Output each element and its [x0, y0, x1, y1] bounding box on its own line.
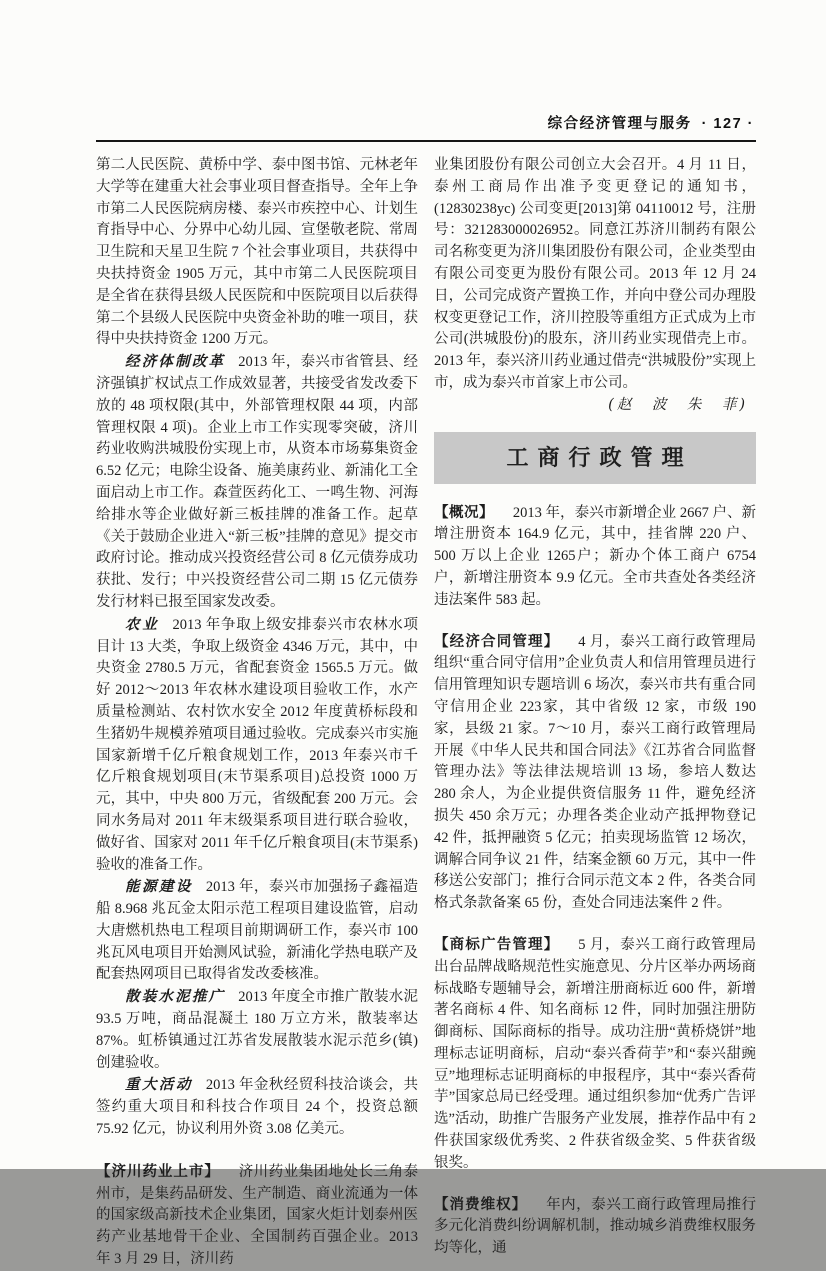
entry-heading: 【经济合同管理】	[434, 633, 560, 650]
run-in-heading: 农业	[125, 615, 160, 633]
paragraph-bulk-cement-promotion	[96, 986, 418, 1074]
left-column	[96, 155, 418, 1271]
author-byline: (赵 波 朱 菲)	[608, 396, 748, 413]
entry-text: 年内，泰兴工商行政管理局推行多元化消费纠纷调解机制，推动城乡消费维权服务均等化，通	[434, 1196, 757, 1257]
running-head-section-title: 综合经济管理与服务	[547, 116, 692, 132]
entry-overview	[434, 503, 756, 612]
section-title: 工商行政管理	[506, 444, 693, 470]
paragraph-text: 2013 年，泰兴市省管县、经济强镇扩权试点工作成效显著，共接受省发改委下放的 48 项权限(其中，外部管理权限 44 项，内部管理权限 4 项)。企业上市工作实现零突破，济川药业收购洪城股份实现上市，从资本市场募集资金 6.52 亿元；电除尘设备、施美康药业、新浦化工全面启动上市工作。森萱医药化工、一鸣生物、河海给排水等企业做好新三板挂牌的准备工作。起草《关于鼓励企业进入“新三板”挂牌的意见》提交市政府讨论。推动成兴投资经营公司 8 亿元债券成功获批、发行；中兴投资经营公司二期 15 亿元债券发行材料已报至国家发改委。	[96, 354, 419, 610]
entry-heading: 【消费维权】	[434, 1196, 528, 1213]
paragraph-continuation: 第二人民医院、黄桥中学、泰中图书馆、元林老年大学等在建重大社会事业项目督查指导。全年上争市第二人民医院病房楼、泰兴市疾控中心、计划生育指导中心、分界中心幼儿园、宣堡敬老院、常周卫生院和天星卫生院 7 个社会事业项目，共获得中央扶持资金 1905 万元，其中市第二人民医院项目是全省在获得县级人民医院和中医院项目以后获得第二个县级人民医院中央资金补助的唯一项目，获得中央扶持资金 1200 万元。	[96, 157, 418, 348]
running-head	[96, 112, 756, 133]
entry-text: 4 月，泰兴工商行政管理局组织“重合同守信用”企业负责人和信用管理员进行信用管理知识专题培训 6 场次，泰兴市共有重合同守信用企业 223家，其中省级 12 家，市级 190 家，县级 21 家。7～10 月，泰兴工商行政管理局开展《中华人民共和国合同法》《江苏省合同监督管理办法》等法律法规培训 13 场，参培人数达 280 余人，为企业提供资信服务 11 件，避免经济损失 450 余万元；办理各类企业动产抵押物登记 42 件，抵押融资 5 亿元；拍卖现场监管 12 场次，调解合同争议 21 件，结案金额 60 万元，其中一件移送公安部门；推行合同示范文本 2 件，各类合同格式条款备案 65 份，查处合同违法案件 2 件。	[434, 633, 757, 912]
paragraph-economic-system-reform	[96, 351, 418, 614]
entry-jichuan-pharma-listing	[96, 1162, 418, 1271]
run-in-heading: 重大活动	[125, 1076, 193, 1094]
page-content	[96, 112, 756, 1271]
entry-text: 2013 年，泰兴市新增企业 2667 户、新增注册资本 164.9 亿元，其中，挂省牌 220 户、500 万以上企业 1265户；新办个体工商户 6754 户，新增注册资本 9.9 亿元。全市共查处各类经济违法案件 583 起。	[434, 504, 756, 608]
paragraph-text: 2013 年度全市推广散装水泥 93.5 万吨，商品混凝土 180 万立方米，散装率达 87%。虹桥镇通过江苏省发展散装水泥示范乡(镇)创建验收。	[96, 989, 419, 1071]
paragraph-agriculture	[96, 614, 418, 877]
entry-economic-contract-management	[434, 632, 756, 915]
paragraph-major-activities	[96, 1074, 418, 1140]
paragraph-text: 2013 年争取上级安排泰兴市农林水项目计 13 大类，争取上级资金 4346 万元，其中，中央资金 2780.5 万元，省配套资金 1565.5 万元。做好 2012～2013 年农林水建设项目验收工作，水产质量检测站、农村饮水安全 2012 年度黄桥标段和生猪奶牛规模养殖项目通过验收。完成泰兴市实施国家新增千亿斤粮食规划工作，2013 年泰兴市千亿斤粮食规划项目(末节渠系项目)总投资 1000 万元，其中，中央 800 万元，省级配套 200 万元。会同水务局对 2011 年末级渠系项目进行联合验收，做好省、国家对 2011 年千亿斤粮食项目(末节渠系)验收的准备工作。	[96, 616, 419, 873]
paragraph-continuation: 业集团股份有限公司创立大会召开。4 月 11 日，泰州工商局作出准予变更登记的通知书，(12830238yc) 公司变更[2013]第 04110012 号，注册号：321283000026952。同意江苏济川制药有限公司名称变更为济川集团股份有限公司，企业类型由有限公司变更为股份有限公司。2013 年 12 月 24 日，公司完成资产置换工作，并向中登公司办理股权变更登记工作，济川控股等重组方正式成为上市公司(洪城股份)的股东，济川药业实现借壳上市。2013 年，泰兴济川药业通过借壳“洪城股份”实现上市，成为泰兴市首家上市公司。	[434, 157, 756, 391]
entry-heading: 【商标广告管理】	[434, 936, 560, 953]
entry-heading: 【济川药业上市】	[96, 1163, 220, 1180]
entry-text: 5 月，泰兴工商行政管理局出台品牌战略规范性实施意见、分片区举办两场商标战略专题辅导会，新增注册商标近 600 件，新增著名商标 4 件、知名商标 12 件，同时加强注册防御商标、国际商标的指导。成功注册“黄桥烧饼”地理标志证明商标，启动“泰兴香荷芋”和“泰兴甜豌豆”地理标志证明商标的申报程序，其中“泰兴香荷芋”国家总局已经受理。通过组织参加“优秀广告评选”活动，助推广告服务产业发展，推荐作品中有 2 件获国家级优秀奖、2 件获省级金奖、5 件获省级银奖。	[434, 936, 757, 1171]
header-rule	[96, 140, 756, 142]
run-in-heading: 经济体制改革	[125, 353, 226, 371]
entry-text: 济川药业集团地处长三角泰州市，是集药品研发、生产制造、商业流通为一体的国家级高新技术企业集团，国家火炬计划泰州医药产业基地骨干企业、全国制药百强企业。2013 年 3 月 29 日，济川药	[96, 1163, 419, 1268]
right-column	[434, 155, 756, 1271]
entry-trademark-advertising-management	[434, 935, 756, 1175]
run-in-heading: 散装水泥推广	[125, 988, 226, 1006]
entry-consumer-rights-protection	[434, 1195, 756, 1260]
run-in-heading: 能源建设	[125, 878, 193, 896]
entry-heading: 【概况】	[434, 504, 495, 521]
running-head-page-number: · 127 ·	[701, 116, 754, 132]
two-column-layout	[96, 155, 756, 1271]
paragraph-energy-construction	[96, 876, 418, 986]
section-title-box	[434, 432, 756, 484]
paragraph-text: 2013 年，泰兴市加强扬子鑫福造船 8.968 兆瓦金太阳示范工程项目建设监管，启动大唐燃机热电工程项目前期调研工作，泰兴市 100 兆瓦风电项目开始测风试验，新浦化学热电联产及配套热网项目已取得省发改委核准。	[96, 879, 419, 983]
paragraph-text: 2013 年金秋经贸科技洽谈会，共签约重大项目和科技合作项目 24 个，投资总额 75.92 亿元，协议利用外资 3.08 亿美元。	[96, 1077, 419, 1138]
